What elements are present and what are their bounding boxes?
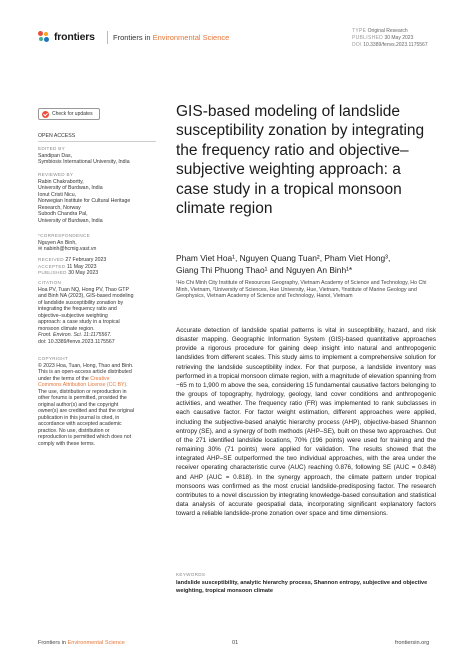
check-for-updates-button[interactable]: Check for updates [38,108,100,120]
dates-section: RECEIVED 27 February 2023 ACCEPTED 11 May 2023 PUBLISHED 30 May 2023 [38,257,107,276]
license-link[interactable]: Creative [90,375,110,382]
edited-by-section: EDITED BY Sandipan Das, Symbiosis International University, India [38,146,130,165]
abstract: Accurate detection of landslide spatial patterns is vital in susceptibility, hazard, and risk disaster mapping. Geographic Information System (GIS)-based quantitative approaches provide a rigorous procedure for gaining deep insight into natural and anthropogenic landslides from different scales. This study aims to implement a comprehensive solution for retrieving the landslide susceptibility index. For that purpose, a landslide inventory was performed in a tropical monsoon climate region, with a magnitude of elevation spanning from −65 m to 1,900 m above the sea, considering 15 fundamental causative factors belonging to the groups of topography, hydrology, geology, land cover conditions and anthropogenic activities, and weather. The frequency ratio (FR) was implemented to rank subclasses in each causative factor. For factor weight estimation, different approaches were applied, including the subjective-based analytic hierarchy process (AHP), objective-based Shannon entropy (SE), and a synergy of both methods (AHP–SE), built on these two approaches. Out of the 271 identified landslide locations, 70% (196 points) were used for training and the remaining 30% (71 points) were applied for validation. The results showed that the integrated AHP–SE outperformed the two individual approaches, with the area under the receiver operating characteristic curve (AUC) reaching 0.876, following SE (AUC = 0.848) and AHP (AUC = 0.818). In the synergy approach, the climate pattern under tropical monsoons was confirmed as the most crucial landslide-predisposing factor. The research contributes to a novel discussion by integrating knowledge-based consultation and statistical data analysis of accurate geospatial data, incorporating significant explanatory factors toward a reliable landslide-prone zonation over space and time dimensions. [176,327,436,518]
page-number: 01 [232,640,239,646]
keywords: landslide susceptibility, analytic hierarchy process, Shannon entropy, subjective and objective weighting, tropical monsoon climate [176,580,428,594]
affiliations: ¹Ho Chi Minh City Institute of Resources Geography, Vietnam Academy of Science and Technology, Ho Chi Minh, Vietnam, ²University of Sciences, Hue University, Hue, Vietnam, ³Institute of Marine Geology and Geophysics, Vietnam Academy of Science and Technology, Hanoi, Vietnam [176,280,427,300]
journal-name[interactable]: Frontiers in Environmental Science [113,33,230,42]
correspondence-section: *CORRESPONDENCE Nguyen An Binh, ✉ nabinh@hcmig.vast.vn [38,233,156,253]
article-title: GIS-based modeling of landslide susceptibility zonation by integrating the frequency ratio and objective–subjective weighting approach: a case study in a tropical monsoon climate region [176,103,425,218]
correspondence-email-link[interactable]: ✉ nabinh@hcmig.vast.vn [38,246,97,252]
citation-section: CITATION Hoa PV, Tuan NQ, Hong PV, Thao GTP and Binh NA (2023), GIS-based modeling of landslide susceptibility zonation by integrating the frequency ratio and objective–subjective weighting approach: a case study in a tropical monsoon climate region. Front. Environ. Sci. 11:1175567. doi: 10.3389/fenvs.2023.1175567 [38,280,134,345]
copyright-section: COPYRIGHT © 2023 Hoa, Tuan, Hong, Thao and Binh. This is an open-access article distributed under the terms of the Creative Commons Attribution License (CC BY). The use, distribution or reproduction in other forums is permitted, provided the original author(s) and the copyright owner(s) are credited and that the original publication in this journal is cited, in accordance with accepted academic practice. No use, distribution or reproduction is permitted which does not comply with these terms. [38,356,156,447]
check-icon [42,111,49,118]
frontiers-logo[interactable] [38,31,95,43]
logo-text: frontiers [54,31,95,43]
article-type: Original Research [367,28,408,34]
reviewed-by-section: REVIEWED BY Rabin Chakrabortty, University of Burdwan, India Ionut Cristi Nicu, Norwegian Institute for Cultural Heritage Research, Norway Subodh Chandra Pal, University of Burdwan, India [38,172,131,224]
author-list: Pham Viet Hoa¹, Nguyen Quang Tuan², Pham Viet Hong³, Giang Thi Phuong Thao¹ and Nguyen An Binh¹* [176,253,391,275]
header-divider [107,31,108,44]
footer-journal[interactable]: Frontiers in Environmental Science [38,640,125,646]
footer-site-link[interactable]: frontiersin.org [395,640,430,646]
article-meta: TYPE Original Research PUBLISHED 30 May 2023 DOI 10.3389/fenvs.2023.1175567 [352,28,428,48]
published-date: 30 May 2023 [384,35,414,41]
frontiers-logo-icon [38,31,50,43]
open-access-label: OPEN ACCESS [38,133,76,139]
license-link-cont[interactable]: Commons Attribution License (CC BY). [38,382,128,388]
sidebar-divider [38,141,156,142]
doi: 10.3389/fenvs.2023.1175567 [363,42,428,48]
keywords-label: KEYWORDS [176,572,206,577]
